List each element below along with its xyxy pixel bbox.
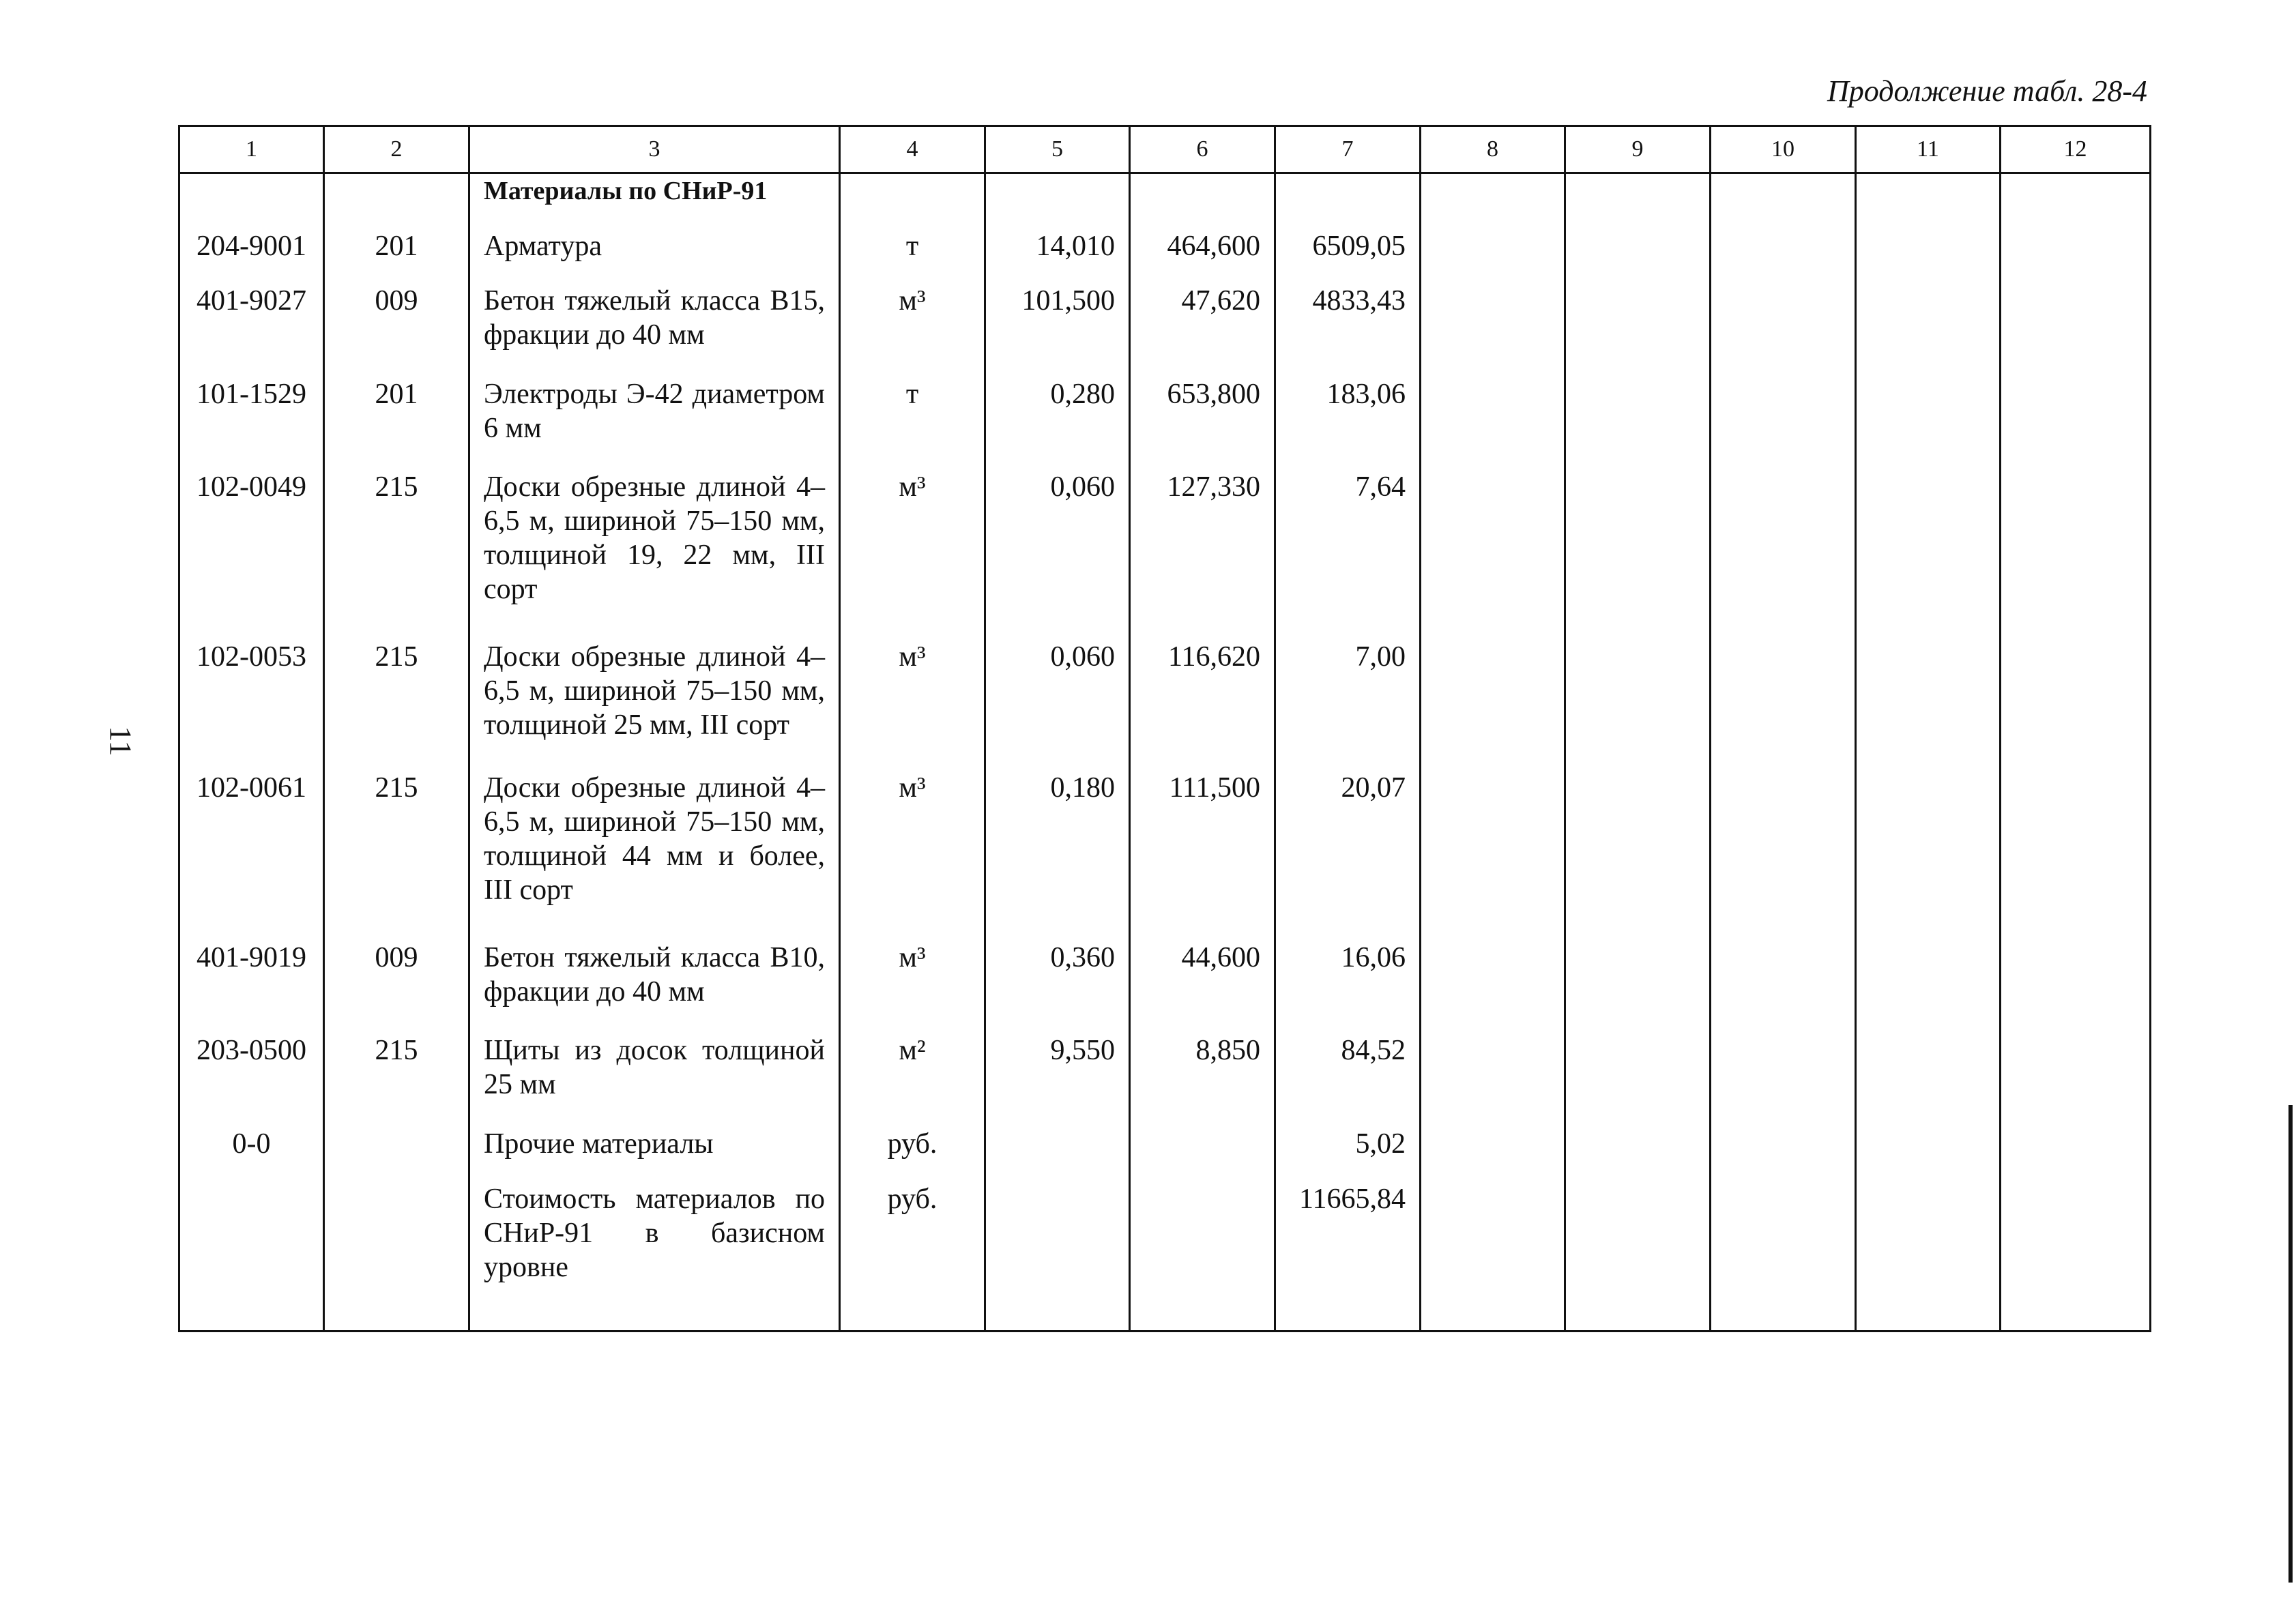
group-code — [324, 1182, 469, 1314]
unit: м² — [840, 1033, 985, 1127]
unit-price: 116,620 — [1130, 640, 1275, 771]
material-name: Стоимость материалов по СНиР-91 в базисном уровне — [469, 1182, 840, 1314]
resource-code: 102-0061 — [179, 771, 324, 940]
total-cost: 5,02 — [1275, 1127, 1421, 1182]
section-title: Материалы по СНиР-91 — [469, 173, 840, 229]
table-row — [179, 941, 2151, 1034]
total-row — [179, 1182, 2151, 1314]
group-code: 215 — [324, 771, 469, 940]
column-number-header — [179, 126, 2151, 173]
unit-price: 127,330 — [1130, 470, 1275, 639]
column-header: 1 — [179, 126, 324, 173]
unit: т — [840, 377, 985, 471]
unit-price: 464,600 — [1130, 229, 1275, 284]
material-name: Электроды Э-42 диаметром 6 мм — [469, 377, 840, 471]
total-cost: 7,00 — [1275, 640, 1421, 771]
unit-price: 47,620 — [1130, 284, 1275, 377]
unit: м³ — [840, 941, 985, 1034]
table-row — [179, 284, 2151, 377]
quantity: 0,180 — [985, 771, 1130, 940]
group-code: 201 — [324, 229, 469, 284]
quantity — [985, 1127, 1130, 1182]
table-row — [179, 1127, 2151, 1182]
column-header: 12 — [2001, 126, 2151, 173]
quantity: 14,010 — [985, 229, 1130, 284]
total-cost: 16,06 — [1275, 941, 1421, 1034]
unit-price: 653,800 — [1130, 377, 1275, 471]
unit: т — [840, 229, 985, 284]
resource-code: 0-0 — [179, 1127, 324, 1182]
total-cost: 6509,05 — [1275, 229, 1421, 284]
column-header: 9 — [1565, 126, 1711, 173]
materials-table — [178, 125, 2151, 1332]
quantity: 0,360 — [985, 941, 1130, 1034]
table-row — [179, 229, 2151, 284]
quantity: 0,060 — [985, 640, 1130, 771]
material-name: Арматура — [469, 229, 840, 284]
table-row — [179, 771, 2151, 940]
unit: руб. — [840, 1182, 985, 1314]
resource-code — [179, 1182, 324, 1314]
resource-code: 401-9027 — [179, 284, 324, 377]
material-name: Прочие материалы — [469, 1127, 840, 1182]
group-code: 215 — [324, 1033, 469, 1127]
total-cost: 20,07 — [1275, 771, 1421, 940]
resource-code: 101-1529 — [179, 377, 324, 471]
column-header: 10 — [1711, 126, 1856, 173]
group-code: 201 — [324, 377, 469, 471]
unit: м³ — [840, 771, 985, 940]
material-name: Бетон тяжелый класса В10, фракции до 40 мм — [469, 941, 840, 1034]
total-cost: 11665,84 — [1275, 1182, 1421, 1314]
unit: м³ — [840, 640, 985, 771]
group-code: 009 — [324, 941, 469, 1034]
resource-code: 102-0053 — [179, 640, 324, 771]
column-header: 8 — [1421, 126, 1565, 173]
resource-code: 203-0500 — [179, 1033, 324, 1127]
resource-code: 102-0049 — [179, 470, 324, 639]
group-code — [324, 1127, 469, 1182]
group-code: 215 — [324, 640, 469, 771]
table-continuation-caption: Продолжение табл. 28-4 — [1827, 74, 2147, 108]
total-cost: 7,64 — [1275, 470, 1421, 639]
column-header: 4 — [840, 126, 985, 173]
quantity: 0,060 — [985, 470, 1130, 639]
unit: м³ — [840, 284, 985, 377]
total-cost: 84,52 — [1275, 1033, 1421, 1127]
material-name: Доски обрезные длиной 4–6,5 м, шириной 75–150 мм, толщиной 19, 22 мм, III сорт — [469, 470, 840, 639]
quantity: 101,500 — [985, 284, 1130, 377]
total-cost: 4833,43 — [1275, 284, 1421, 377]
unit-price: 111,500 — [1130, 771, 1275, 940]
resource-code: 204-9001 — [179, 229, 324, 284]
unit-price: 8,850 — [1130, 1033, 1275, 1127]
page-number: 11 — [103, 726, 139, 756]
column-header: 3 — [469, 126, 840, 173]
quantity — [985, 1182, 1130, 1314]
unit-price — [1130, 1182, 1275, 1314]
material-name: Бетон тяжелый класса В15, фракции до 40 мм — [469, 284, 840, 377]
empty-filler-row — [179, 1313, 2151, 1331]
scan-edge-line — [2288, 1105, 2293, 1583]
table-row — [179, 1033, 2151, 1127]
column-header: 6 — [1130, 126, 1275, 173]
column-header: 11 — [1856, 126, 2001, 173]
quantity: 0,280 — [985, 377, 1130, 471]
column-header: 7 — [1275, 126, 1421, 173]
quantity: 9,550 — [985, 1033, 1130, 1127]
table-row — [179, 640, 2151, 771]
group-code: 215 — [324, 470, 469, 639]
table-row — [179, 377, 2151, 471]
unit: м³ — [840, 470, 985, 639]
column-header: 2 — [324, 126, 469, 173]
material-name: Щиты из досок толщиной 25 мм — [469, 1033, 840, 1127]
material-name: Доски обрезные длиной 4–6,5 м, шириной 75–150 мм, толщиной 25 мм, III сорт — [469, 640, 840, 771]
total-cost: 183,06 — [1275, 377, 1421, 471]
group-code: 009 — [324, 284, 469, 377]
unit: руб. — [840, 1127, 985, 1182]
table-row — [179, 470, 2151, 639]
unit-price: 44,600 — [1130, 941, 1275, 1034]
resource-code: 401-9019 — [179, 941, 324, 1034]
section-title-row — [179, 173, 2151, 229]
column-header: 5 — [985, 126, 1130, 173]
material-name: Доски обрезные длиной 4–6,5 м, шириной 75–150 мм, толщиной 44 мм и более, III сорт — [469, 771, 840, 940]
unit-price — [1130, 1127, 1275, 1182]
